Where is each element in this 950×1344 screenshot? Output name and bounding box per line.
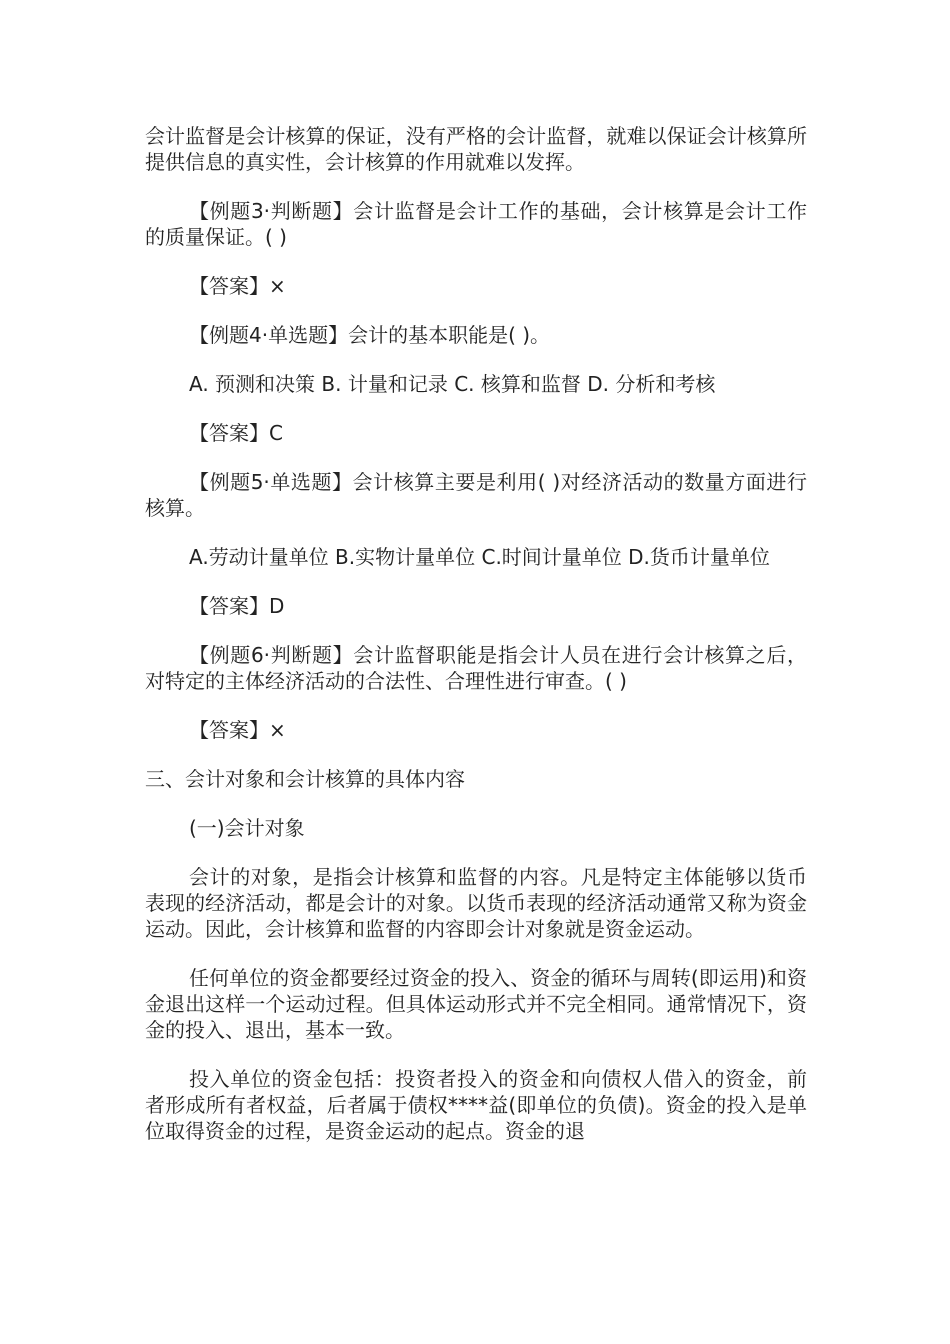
example-4-answer: 【答案】C — [189, 421, 283, 445]
example-5-answer: 【答案】D — [189, 594, 285, 618]
subsection-heading-1: (一)会计对象 — [189, 816, 305, 840]
paragraph-accounting-object: 会计的对象，是指会计核算和监督的内容。凡是特定主体能够以货币表现的经济活动，都是会计的对象。以货币表现的经济活动通常又称为资金运动。因此，会计核算和监督的内容即会计对象就是资金运动。 — [145, 865, 807, 941]
paragraph-fund-movement: 任何单位的资金都要经过资金的投入、资金的循环与周转(即运用)和资金退出这样一个运动过程。但具体运动形式并不完全相同。通常情况下，资金的投入、退出，基本一致。 — [145, 966, 807, 1042]
section-heading-3: 三、会计对象和会计核算的具体内容 — [145, 767, 465, 791]
example-6-answer: 【答案】× — [189, 718, 286, 742]
example-3-answer: 【答案】× — [189, 274, 286, 298]
example-4-options: A. 预测和决策 B. 计量和记录 C. 核算和监督 D. 分析和考核 — [189, 372, 716, 396]
document-page — [145, 123, 807, 1167]
example-5-options: A.劳动计量单位 B.实物计量单位 C.时间计量单位 D.货币计量单位 — [189, 545, 770, 569]
example-5-question: 【例题5·单选题】会计核算主要是利用( )对经济活动的数量方面进行核算。 — [145, 470, 807, 520]
paragraph-supervision-guarantee: 会计监督是会计核算的保证，没有严格的会计监督，就难以保证会计核算所提供信息的真实性，会计核算的作用就难以发挥。 — [145, 124, 807, 174]
example-4-question: 【例题4·单选题】会计的基本职能是( )。 — [189, 323, 551, 347]
example-3-question: 【例题3·判断题】会计监督是会计工作的基础，会计核算是会计工作的质量保证。( ) — [145, 199, 807, 249]
example-6-question: 【例题6·判断题】会计监督职能是指会计人员在进行会计核算之后，对特定的主体经济活动的合法性、合理性进行审查。( ) — [145, 643, 807, 693]
paragraph-fund-input: 投入单位的资金包括：投资者投入的资金和向债权人借入的资金，前者形成所有者权益，后者属于债权****益(即单位的负债)。资金的投入是单位取得资金的过程，是资金运动的起点。资金的退 — [145, 1067, 807, 1143]
